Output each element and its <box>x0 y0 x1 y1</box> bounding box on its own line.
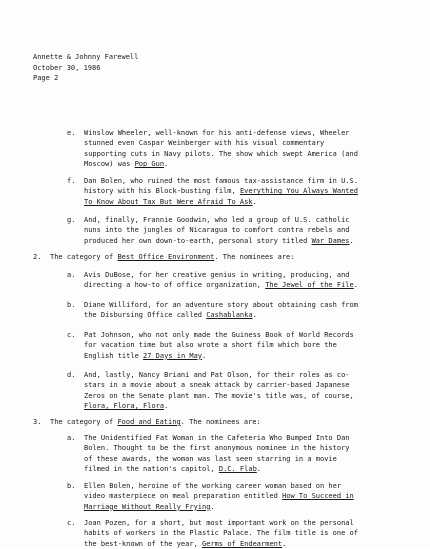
text-line <box>84 491 354 501</box>
text-run: video masterpiece on meal preparation entitled <box>84 492 283 501</box>
text-line <box>50 417 261 427</box>
text-run: Dan Bolen, who ruined the most famous tax-assistance firm in U.S. <box>84 177 358 185</box>
text-line <box>84 502 354 512</box>
text-line <box>84 138 358 148</box>
text-run: . The nominees are: <box>214 253 295 261</box>
item-marker: a. <box>67 271 76 279</box>
nominee-paragraph <box>84 176 358 207</box>
text-run: And, lastly, Nancy Briani and Pat Olson, for their roles as co- <box>84 371 350 379</box>
text-line <box>84 270 358 280</box>
item-marker: e. <box>67 129 76 137</box>
text-line <box>84 539 358 549</box>
letter-header <box>33 52 138 84</box>
text-run: . <box>349 236 354 245</box>
nominee-paragraph <box>84 215 354 246</box>
header-names: Annette & Johnny Farewell <box>33 53 139 61</box>
header-page-number: Page 2 <box>33 74 59 82</box>
text-run: habits of workers in the Plastic Palace. The film title is one of <box>84 529 358 538</box>
text-run: stunned even Caspar Weinberger with his visual commentary <box>84 139 325 148</box>
item-marker: c. <box>67 519 76 527</box>
text-run: stars in a movie about a sneak attack by carrier-based Japanese <box>84 381 350 390</box>
item-marker: g. <box>67 216 76 224</box>
text-run: the best-known of the year, <box>84 539 203 548</box>
text-line <box>84 330 354 340</box>
nominee-paragraph <box>84 370 354 412</box>
text-run: Avis DuBose, for her creative genius in writing, producing, and <box>84 271 350 279</box>
film-title: Marriage Without Really Frying <box>84 502 211 511</box>
text-line <box>84 340 354 350</box>
text-run: . <box>353 281 358 290</box>
text-run: . <box>164 402 169 411</box>
text-line <box>84 236 354 246</box>
film-title: The Jewel of the File <box>265 281 354 290</box>
film-title: War Dames <box>311 236 350 245</box>
text-line <box>84 401 354 411</box>
text-line <box>84 454 350 464</box>
text-run: Winslow Wheeler, well-known for his anti-defense views, Wheeler <box>84 129 350 137</box>
text-line <box>84 443 350 453</box>
film-title: Pop Gun <box>134 160 165 169</box>
text-run: . <box>252 197 257 206</box>
text-line <box>84 159 358 169</box>
text-run: . <box>282 539 287 548</box>
text-line <box>84 215 354 225</box>
text-run: produced her own down-to-earth, personal story titled <box>84 236 312 245</box>
nominee-paragraph <box>84 300 358 321</box>
text-line <box>84 481 354 491</box>
item-marker: a. <box>67 434 76 442</box>
text-run: And, finally, Frannie Goodwin, who led a group of U.S. catholic <box>84 216 350 224</box>
text-line <box>50 252 294 262</box>
text-line <box>84 128 358 138</box>
text-line <box>84 310 358 320</box>
film-title: 27 Days in May <box>143 351 203 360</box>
text-run: nuns into the jungles of Nicaragua to comfort contra rebels and <box>84 226 350 235</box>
film-title: Food and Eating <box>117 418 181 426</box>
text-run: history with his Block-busting film, <box>84 187 240 196</box>
text-line <box>84 370 354 380</box>
text-line <box>84 380 354 390</box>
film-title: Best Office Environment <box>117 253 215 261</box>
text-run: . The nominees are: <box>180 418 261 426</box>
item-marker: c. <box>67 331 76 339</box>
text-run: Bolen. Thought to be the first anonymous nominee in the history <box>84 444 350 453</box>
text-run: Ellen Bolen, heroine of the working career woman based on her <box>84 482 342 490</box>
text-run: Joan Pozen, for a short, but most important work on the personal <box>84 519 354 527</box>
film-title: How To Succeed in <box>282 492 354 501</box>
text-line <box>84 176 358 186</box>
text-run: for vacation time but also wrote a short film which bore the <box>84 341 337 350</box>
text-line <box>84 149 358 159</box>
item-marker: b. <box>67 301 76 309</box>
item-marker: b. <box>67 482 76 490</box>
film-title: Germs of Endearment <box>202 539 283 548</box>
text-run: Zeros on the Senate plant man. The movie's title was, of course, <box>84 391 354 400</box>
text-line <box>84 300 358 310</box>
text-line <box>84 186 358 196</box>
film-title: Everything You Always Wanted <box>239 187 358 196</box>
nominee-paragraph <box>84 128 358 170</box>
text-line <box>84 391 354 401</box>
film-title: Flora, Flora, Flora <box>84 402 165 411</box>
text-run: supporting cuts in Navy pilots. The show which swept America (and <box>84 149 358 158</box>
nominee-paragraph <box>84 481 354 512</box>
text-line <box>84 280 358 290</box>
text-run: Moscow) was <box>84 160 135 169</box>
text-run: . <box>202 351 207 360</box>
text-run: Pat Johnson, who not only made the Guiness Book of World Records <box>84 331 354 339</box>
text-run: filmed in the nation's capitol, <box>84 465 219 474</box>
item-marker: d. <box>67 371 76 379</box>
item-marker: f. <box>67 177 76 185</box>
section-number: 3. <box>33 418 42 426</box>
nominee-paragraph <box>84 433 350 475</box>
text-run: the Disbursing Office called <box>84 311 207 320</box>
text-run: The Unidentified Fat Woman in the Cafeteria Who Bumped Into Dan <box>84 434 350 442</box>
text-run: Diane Williford, for an adventure story about obtaining cash from <box>84 301 358 309</box>
text-run: . <box>164 160 169 169</box>
nominee-paragraph <box>84 518 358 549</box>
text-line <box>84 528 358 538</box>
header-date: October 30, 1986 <box>33 63 101 72</box>
section-heading <box>50 252 294 262</box>
text-run: English title <box>84 351 144 360</box>
text-line <box>84 197 358 207</box>
text-line <box>84 433 350 443</box>
nominee-paragraph <box>84 330 354 361</box>
text-run: . <box>252 311 257 320</box>
nominee-paragraph <box>84 270 358 291</box>
text-line <box>84 351 354 361</box>
text-run: The category of <box>50 253 118 261</box>
film-title: Cashablanka <box>206 311 253 320</box>
text-run: directing a how-to of office organization, <box>84 281 266 290</box>
text-line <box>84 518 358 528</box>
film-title: D.C. Flab <box>218 465 257 474</box>
section-heading <box>50 417 261 427</box>
text-run: . <box>210 502 215 511</box>
section-number: 2. <box>33 253 42 261</box>
text-run: of these awards, the woman was last seen starring in a movie <box>84 454 337 463</box>
film-title: To Know About Tax But Were Afraid To Ask <box>84 197 253 206</box>
text-run: The category of <box>50 418 118 426</box>
text-run: . <box>256 465 262 474</box>
text-line <box>84 225 354 235</box>
text-line <box>84 464 350 474</box>
